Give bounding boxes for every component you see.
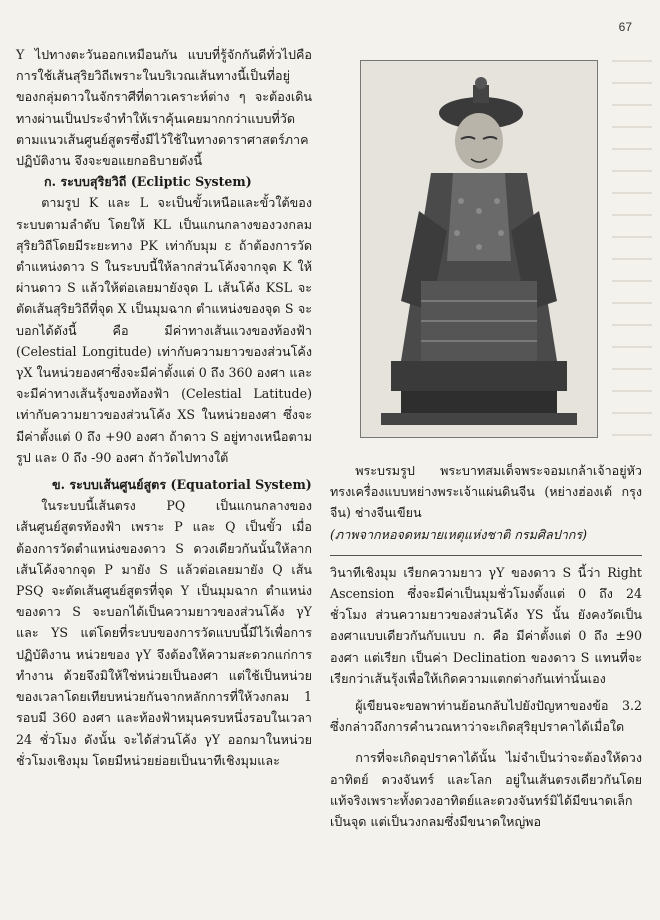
portrait-illustration [361, 61, 597, 437]
heading-equatorial-system: ข. ระบบเส้นศูนย์สูตร (Equatorial System) [52, 477, 312, 493]
caption-divider [330, 555, 642, 556]
left-column [16, 44, 312, 771]
right-paragraph-3: การที่จะเกิดอุปราคาได้นั้น ไม่จำเป็นว่าจะต้องให้ดวงอาทิตย์ ดวงจันทร์ และโลก อยู่ในเส้นตรงเดียวกันโดยแท้จริงเพราะทั้งดวงอาทิตย์และดวงจันทร์มิได้มีขนาดเล็กเป็นจุด แต่เป็นวงกลมซึ่งมีขนาดใหญ่พอ [330, 750, 642, 830]
figure-caption: พระบรมรูป พระบาทสมเด็จพระจอมเกล้าเจ้าอยู่หัว ทรงเครื่องแบบหย่างพระเจ้าแผ่นดินจีน (หย่างฮ่องเต้ กรุงจีน) ช่างจีนเขียน [330, 463, 642, 521]
right-column [330, 460, 642, 832]
figure-credit: (ภาพจากหอจดหมายเหตุแห่งชาติ กรมศิลปากร) [330, 526, 588, 542]
bleed-through-text [612, 60, 652, 440]
equatorial-paragraph: ในระบบนี้เส้นตรง PQ เป็นแกนกลางของเส้นศูนย์สูตรท้องฟ้า เพราะ P และ Q เป็นขั้ว เมื่อต้องการวัดตำแหน่งของดาว S ดวงเดียวกันนั้นให้ลากเส้นโค้งจากจุด P มายัง S แล้วต่อเลยมายัง Q เส้น PSQ จะตัดเส้นศูนย์สูตรที่จุด Y เป็นมุมฉาก ตำแหน่งของดาว S จะบอกได้เป็นความยาวของส่วนโค้ง γY และ YS แต่โดยที่ระบบของการวัดแบบนี้มีไว้เพื่อการปฏิบัติงาน หน่วยของ γY จึงต้องให้ความสะดวกแก่การทำงาน ด้วยจึงมิให้ใช่หน่วยเป็นองศา แต่ใช้เป็นหน่วยของเวลาโดยเทียบหน่วยกันจากหลักการที่ให้วงกลม 1 รอบมี 360 องศา และท้องฟ้าหมุนครบหนึ่งรอบในเวลา 24 ชั่วโมง ดังนั้น จะได้ส่วนโค้ง γY ออกมาในหน่วยชั่วโมงเชิงมุม โดยมีหน่วยย่อยเป็นนาทีเชิงมุมและ [16, 498, 312, 768]
ecliptic-paragraph: ตามรูป K และ L จะเป็นขั้วเหนือและขั้วใต้ของระบบตามลำดับ โดยให้ KL เป็นแกนกลางของวงกลมสุริยวิถีโดยมีระยะทาง PK เท่ากับมุม ε ถ้าต้องการวัดตำแหน่งดาว S ในระบบนี้ให้ลากส่วนโค้งจากจุด K ให้ผ่านดาว S แล้วให้ต่อเลยมายังจุด L เส้นโค้ง KSL จะตัดเส้นสุริยวิถีที่จุด X เป็นมุมฉาก ตำแหน่งของจุด S จะบอกได้ดังนี้ คือ มีค่าทางเส้นแวงของท้องฟ้า (Celestial Longitude) เท่ากับความยาวของส่วนโค้ง γX ในหน่วยองศาซึ่งจะมีค่าตั้งแต่ 0 ถึง 360 องศา และจะมีค่าทางเส้นรุ้งของท้องฟ้า (Celestial Latitude) เท่ากับความยาวของส่วนโค้ง XS ในหน่วยองศา ซึ่งจะมีค่าตั้งแต่ 0 ถึง +90 องศา ถ้าดาว S อยู่ทางเหนือตามรูป และ 0 ถึง -90 องศา ถ้าวัดไปทางใต้ [16, 195, 312, 465]
right-paragraph-2: ผู้เขียนจะขอพาท่านย้อนกลับไปยังปัญหาของข้อ 3.2 ซึ่งกล่าวถึงการคำนวณหาว่าจะเกิดสุริยุปราคาได้เมื่อใด [330, 698, 642, 735]
page-number: 67 [618, 20, 632, 34]
intro-paragraph: Y ไปทางตะวันออกเหมือนกัน แบบที่รู้จักกันดีทั่วไปคือการใช้เส้นสุริยวิถีเพราะในบริเวณเส้นทางนี้เป็นที่อยู่ของกลุ่มดาวในจักราศีที่ดาวเคราะห์ต่าง ๆ จะต้องเดินทางผ่านเป็นประจำทำให้เราคุ้นเคยมากกว่าแบบที่วัดตามแนวเส้นศูนย์สูตรซึ่งมีไว้ใช้ในทางดาราศาสตร์ภาคปฏิบัติงาน จึงจะขอแยกอธิบายดังนี้ [16, 47, 312, 169]
portrait-figure [360, 60, 598, 438]
heading-ecliptic-system: ก. ระบบสุริยวิถี (Ecliptic System) [44, 174, 252, 190]
right-paragraph-1: วินาทีเชิงมุม เรียกความยาว γY ของดาว S นี้ว่า Right Ascension ซึ่งจะมีค่าเป็นมุมชั่วโมงตั้งแต่ 0 ถึง 24 ชั่วโมง ส่วนความยาวของส่วนโค้ง YS นั้น ยังคงวัดเป็นองศาแบบเดียวกันกับแบบ ก. คือ มีค่าตั้งแต่ 0 ถึง ±90 องศา แต่เรียก เป็นค่า Declination ของดาว S แทนที่จะเรียกว่าเส้นรุ้งเพื่อให้เกิดความแตกต่างกันเท่านั้นเอง [330, 564, 642, 686]
